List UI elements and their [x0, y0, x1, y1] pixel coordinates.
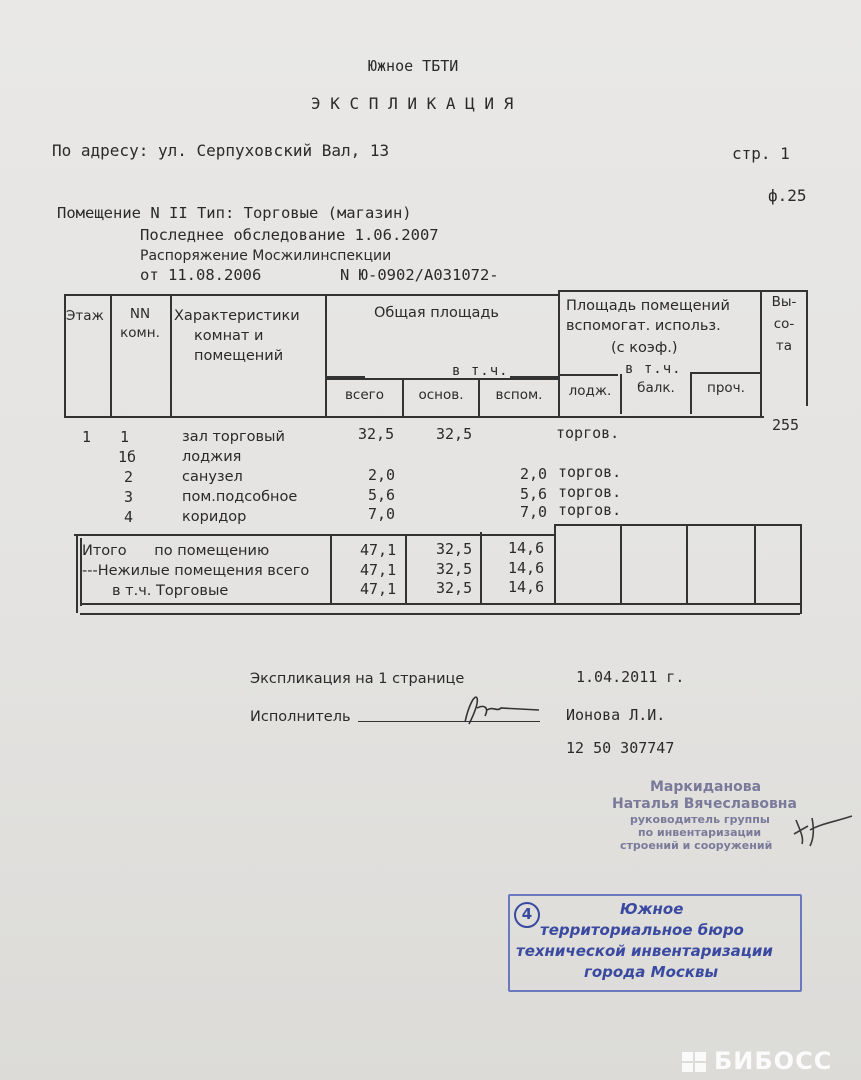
manager-signature [790, 808, 856, 850]
stamp-number: 4 [521, 905, 533, 923]
row-main: 32,5 [436, 425, 473, 443]
executor-label: Исполнитель [250, 709, 351, 725]
order-date: от 11.08.2006 [140, 266, 262, 284]
col-char-2: комнат и [194, 328, 264, 344]
totals-main: 32,5 [436, 579, 473, 597]
col-floor: Этаж [66, 308, 104, 324]
stamp-line: территориальное бюро [540, 921, 744, 939]
row-total: 32,5 [358, 425, 395, 443]
col-aux-area-3: (с коэф.) [611, 340, 678, 356]
col-aux-area-2: вспомогат. использ. [566, 318, 721, 334]
row-purpose: торгов. [558, 483, 622, 501]
col-loggia: лодж. [568, 383, 612, 399]
row-no: 1 [120, 428, 130, 446]
row-name: санузел [182, 469, 243, 485]
totals-main: 32,5 [436, 540, 473, 558]
totals-total: 47,1 [360, 541, 397, 559]
row-aux: 7,0 [520, 503, 548, 521]
col-main: основ. [418, 387, 464, 403]
row-floor: 1 [82, 428, 92, 446]
totals-main: 32,5 [436, 560, 473, 578]
stamp-line: по инвентаризации [638, 826, 762, 839]
pages-note: Экспликация на 1 странице [250, 671, 465, 687]
document-date: 1.04.2011 г. [576, 668, 685, 686]
row-purpose: торгов. [558, 501, 622, 519]
executor-name: Ионова Л.И. [566, 706, 666, 724]
col-height-3: та [775, 338, 793, 354]
org-name: Южное ТБТИ [368, 57, 459, 75]
col-room-no-1: NN [129, 306, 151, 322]
stamp-number-circle [514, 902, 540, 928]
row-total: 2,0 [368, 466, 396, 484]
last-survey: Последнее обследование 1.06.2007 [140, 226, 439, 244]
stamp-line: города Москвы [584, 963, 719, 981]
premise-line: Помещение N II Тип: Торговые (магазин) [57, 204, 412, 222]
form-number: ф.25 [768, 186, 807, 205]
col-total-area: Общая площадь [374, 305, 499, 321]
document-title: Э К С П Л И К А Ц И Я [311, 94, 514, 113]
col-total: всего [344, 387, 385, 403]
totals-label: Итого по помещению [82, 543, 270, 559]
bti-stamp [508, 894, 802, 992]
page-number: стр. 1 [732, 144, 790, 163]
stamp-line: Наталья Вячеславовна [612, 796, 797, 812]
totals-total: 47,1 [360, 561, 397, 579]
col-height-1: Вы- [771, 294, 797, 310]
row-total: 5,6 [368, 486, 396, 504]
row-purpose: торгов. [558, 463, 622, 481]
col-balcony: балк. [637, 380, 675, 396]
row-no: 3 [124, 488, 134, 506]
order-number: N Ю-0902/А031072- [340, 266, 499, 284]
col-other: проч. [707, 380, 745, 396]
row-height: 255 [772, 416, 800, 434]
stamp-line: строений и сооружений [620, 839, 773, 852]
stamp-line: руководитель группы [630, 813, 770, 826]
col-char-3: помещений [194, 348, 284, 364]
watermark-logo-icon [680, 1050, 710, 1074]
order-title: Распоряжение Мосжилинспекции [140, 248, 392, 264]
col-aux-area-1: Площадь помещений [566, 298, 730, 314]
registry-code: 12 50 307747 [566, 739, 675, 757]
totals-label: ---Нежилые помещения всего [82, 563, 310, 579]
totals-total: 47,1 [360, 580, 397, 598]
row-aux: 5,6 [520, 485, 548, 503]
row-aux: 2,0 [520, 465, 548, 483]
stamp-line: технической инвентаризации [516, 942, 773, 960]
address: По адресу: ул. Серпуховский Вал, 13 [52, 141, 390, 160]
watermark-text: БИБОСС [714, 1047, 833, 1075]
totals-aux: 14,6 [508, 539, 545, 557]
col-room-no-2: комн. [120, 325, 160, 341]
row-no: 1б [118, 448, 137, 466]
row-purpose: торгов. [556, 424, 620, 442]
executor-signature [455, 690, 545, 728]
col-incl2: в т.ч. [625, 361, 682, 377]
stamp-line: Южное [620, 900, 684, 918]
col-char-1: Характеристики [174, 308, 300, 324]
watermark [680, 1046, 858, 1076]
row-total: 7,0 [368, 505, 396, 523]
totals-aux: 14,6 [508, 578, 545, 596]
row-no: 4 [124, 508, 134, 526]
row-name: лоджия [182, 449, 242, 465]
totals-aux: 14,6 [508, 559, 545, 577]
col-height-2: со- [773, 316, 795, 332]
row-name: коридор [182, 509, 247, 525]
col-aux: вспом. [495, 387, 543, 403]
col-incl: в т.ч. [452, 363, 509, 379]
row-name: зал торговый [182, 429, 285, 445]
row-no: 2 [124, 468, 134, 486]
stamp-line: Маркиданова [650, 779, 762, 795]
totals-label: в т.ч. Торговые [112, 583, 229, 599]
row-name: пом.подсобное [182, 489, 298, 505]
